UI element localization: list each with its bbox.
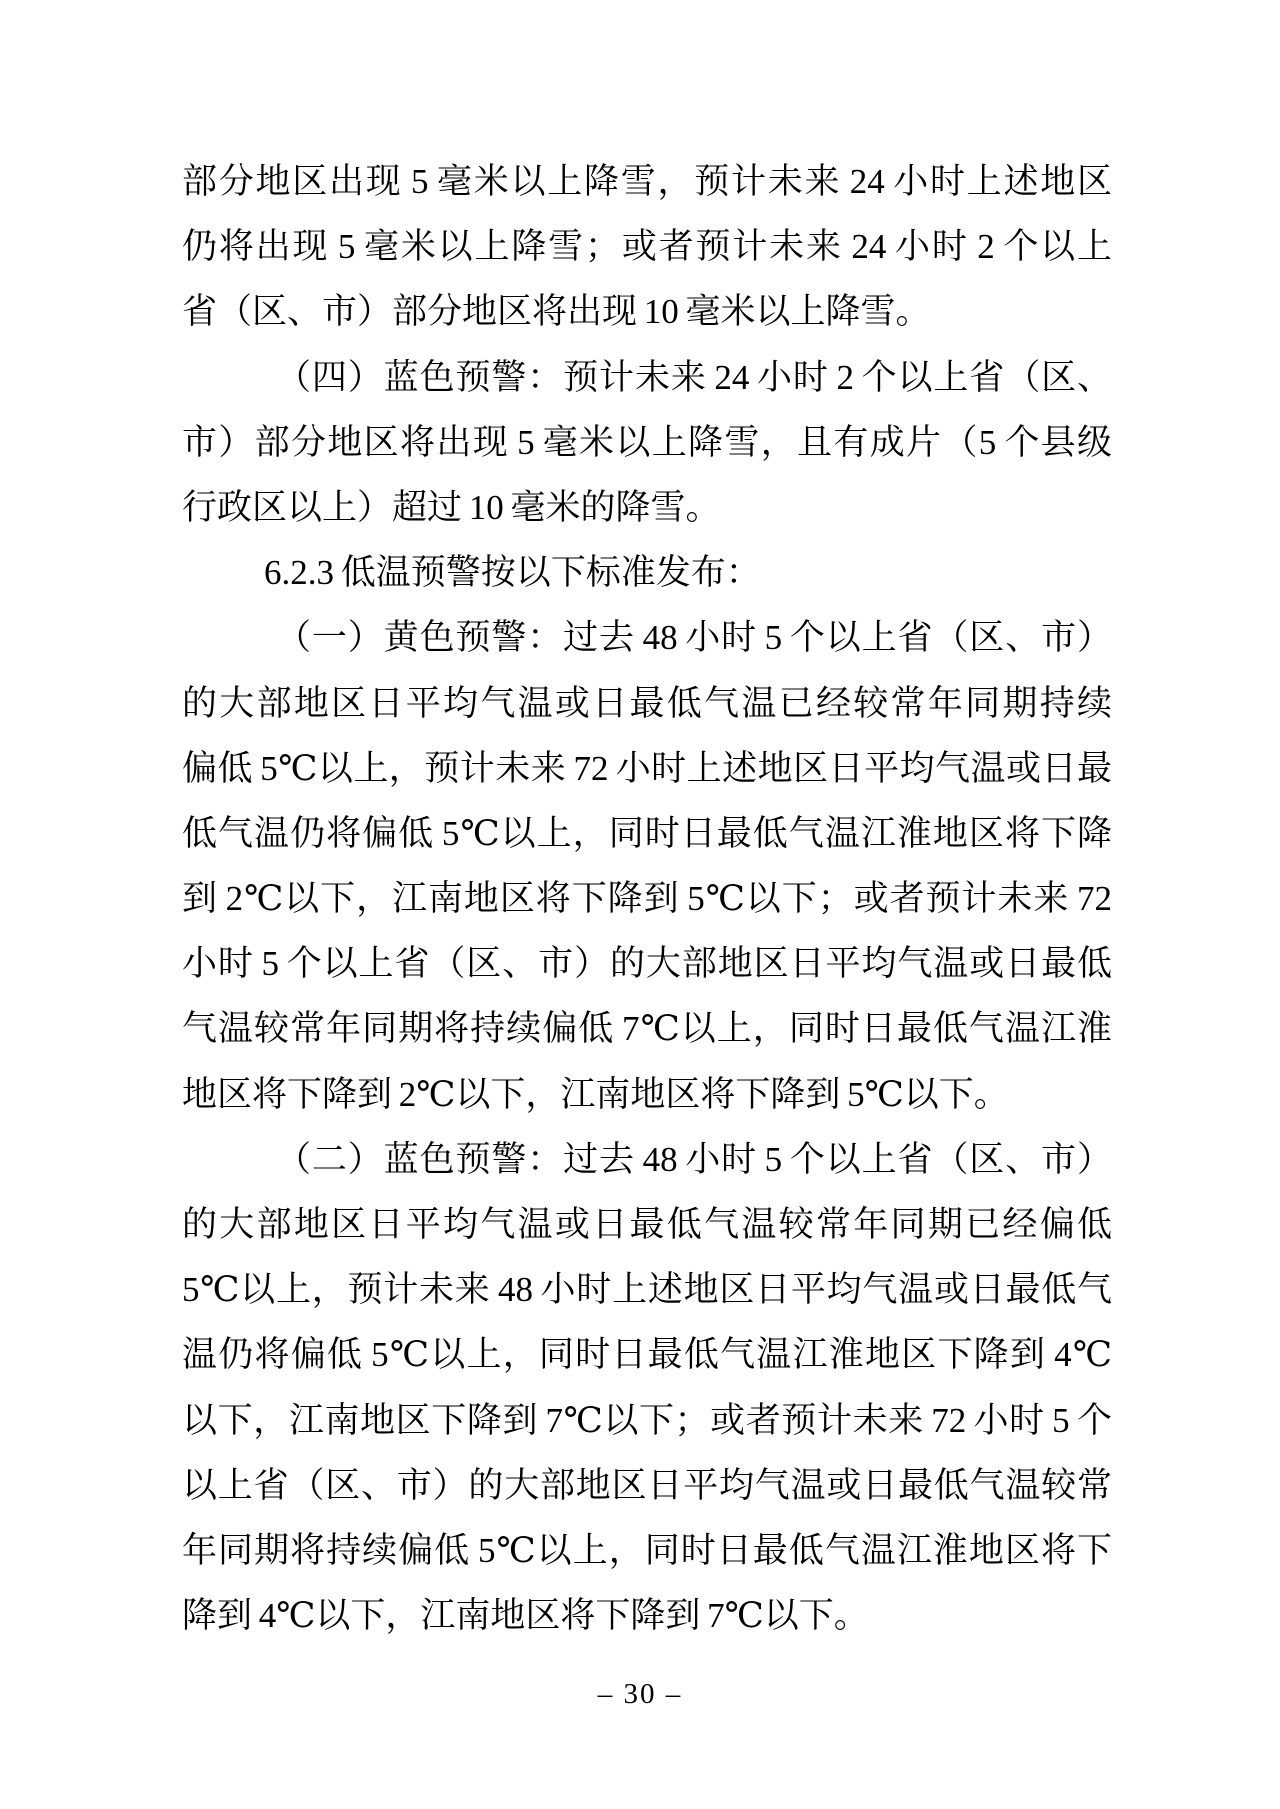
text-line: （二）蓝色预警：过去 48 小时 5 个以上省（区、市） (276, 1139, 1112, 1179)
text-line: 地区将下降到 2℃以下，江南地区将下降到 5℃以下。 (182, 1074, 1009, 1114)
document-body (182, 149, 1112, 1648)
text-line: 行政区以上）超过 10 毫米的降雪。 (182, 487, 721, 527)
text-line: 6.2.3 低温预警按以下标准发布： (264, 553, 761, 593)
text-line: 以上省（区、市）的大部地区日平均气温或日最低气温较常 (182, 1465, 1112, 1505)
text-line: 的大部地区日平均气温或日最低气温已经较常年同期持续 (182, 683, 1112, 723)
text-line: 以下，江南地区下降到 7℃以下；或者预计未来 72 小时 5 个 (182, 1400, 1112, 1440)
text-line: 5℃以上，预计未来 48 小时上述地区日平均气温或日最低气 (182, 1270, 1112, 1310)
text-line: 气温较常年同期将持续偏低 7℃以上，同时日最低气温江淮 (182, 1009, 1112, 1049)
text-line: 市）部分地区将出现 5 毫米以上降雪，且有成片（5 个县级 (182, 422, 1112, 462)
text-line: 偏低 5℃以上，预计未来 72 小时上述地区日平均气温或日最 (182, 748, 1112, 788)
text-line: 降到 4℃以下，江南地区将下降到 7℃以下。 (182, 1596, 869, 1636)
text-line: 年同期将持续偏低 5℃以上，同时日最低气温江淮地区将下 (182, 1530, 1112, 1570)
text-line: 到 2℃以下，江南地区将下降到 5℃以下；或者预计未来 72 (182, 879, 1112, 919)
text-line: （一）黄色预警：过去 48 小时 5 个以上省（区、市） (276, 618, 1112, 658)
text-line: 部分地区出现 5 毫米以上降雪，预计未来 24 小时上述地区 (182, 162, 1112, 201)
text-line: 仍将出现 5 毫米以上降雪；或者预计未来 24 小时 2 个以上 (182, 227, 1112, 267)
text-line: 小时 5 个以上省（区、市）的大部地区日平均气温或日最低 (182, 944, 1112, 984)
text-line: 省（区、市）部分地区将出现 10 毫米以上降雪。 (182, 292, 931, 332)
text-line: 低气温仍将偏低 5℃以上，同时日最低气温江淮地区将下降 (182, 813, 1112, 853)
page-number: – 30 – (597, 1678, 683, 1710)
text-line: 的大部地区日平均气温或日最低气温较常年同期已经偏低 (182, 1205, 1112, 1244)
text-line: 温仍将偏低 5℃以上，同时日最低气温江淮地区下降到 4℃ (182, 1335, 1112, 1375)
text-line: （四）蓝色预警：预计未来 24 小时 2 个以上省（区、 (276, 357, 1112, 397)
